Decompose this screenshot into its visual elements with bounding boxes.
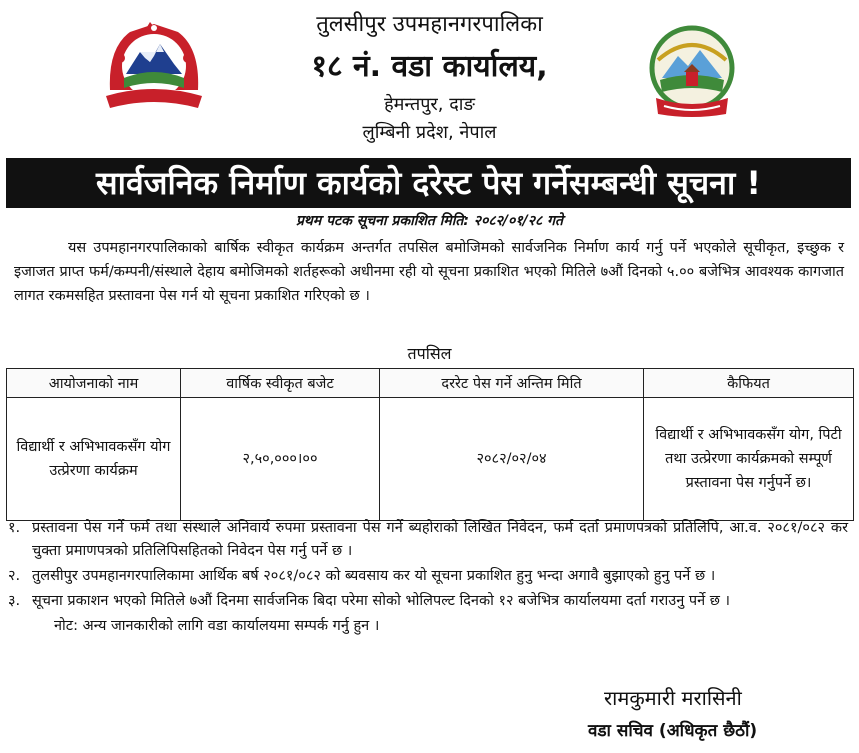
header-budget: वार्षिक स्वीकृत बजेट	[181, 369, 380, 398]
condition-number: ३.	[8, 593, 21, 609]
cell-budget: २,५०,०००।००	[181, 398, 380, 521]
condition-number: २.	[8, 568, 21, 584]
office-province: लुम्बिनी प्रदेश, नेपाल	[362, 122, 497, 143]
cell-deadline: २०८२/०२/०४	[380, 398, 644, 521]
list-item	[8, 590, 848, 613]
conditions-list	[8, 517, 848, 638]
municipality-logo-icon	[642, 20, 742, 120]
publication-date: प्रथम पटक सूचना प्रकाशित मिति: २०८२/०१/२८ गते	[295, 213, 564, 229]
contact-note: नोट: अन्य जानकारीको लागि वडा कार्यालयमा सम्पर्क गर्नु हुन ।	[54, 618, 380, 634]
condition-text: तुलसीपुर उपमहानगरपालिकामा आर्थिक बर्ष २०८१/०८२ को ब्यवसाय कर यो सूचना प्रकाशित हुनु भन्दा अगावै बुझाएको हुनु पर्ने छ ।	[32, 568, 716, 584]
table-header-row	[7, 369, 854, 398]
list-item	[8, 517, 848, 563]
list-item	[8, 565, 848, 588]
header-project: आयोजनाको नाम	[7, 369, 181, 398]
header-deadline: दररेट पेस गर्ने अन्तिम मिति	[380, 369, 644, 398]
condition-text: सूचना प्रकाशन भएको मितिले ७औं दिनमा सार्वजनिक बिदा परेमा सोको भोलिपल्ट दिनको १२ बजेभित्र कार्यालयमा दर्ता गराउनु पर्ने छ ।	[32, 593, 731, 609]
ward-office-name: १८ नं. वडा कार्यालय,	[311, 49, 548, 84]
condition-text: प्रस्तावना पेस गर्ने फर्म तथा संस्थाले अनिवार्य रुपमा प्रस्तावना पेस गर्ने ब्यहोराको लिखित निवेदन, फर्म दर्ता प्रमाणपत्रको प्रतिलिपि, आ.व. २०८१/०८२ कर चुक्ता प्रमाणपत्रको प्रतिलिपिसहितको निवेदन पेस गर्नु पर्ने छ ।	[32, 520, 848, 559]
tapasil-label: तपसिल	[407, 344, 452, 363]
notice-intro: यस उपमहानगरपालिकाको बार्षिक स्वीकृत कार्यक्रम अन्तर्गत तपसिल बमोजिमको सार्वजनिक निर्माण कार्य गर्नु पर्ने भएकोले सूचीकृत, इच्छुक र इजाजत प्राप्त फर्म/कम्पनी/संस्थाले देहाय बमोजिमको शर्तहरूको अधीनमा रही यो सूचना प्रकाशित भएको मितिले ७औं दिनको ५.०० बजेभित्र आवश्यक कागजात लागत रकमसहित प्रस्तावना पेस गर्न यो सूचना प्रकाशित गरिएको छ ।	[14, 240, 844, 304]
cell-project: विद्यार्थी र अभिभावकसँग योग उत्प्रेरणा कार्यक्रम	[7, 398, 181, 521]
signatory-name: रामकुमारी मरासिनी	[604, 686, 742, 710]
table-row	[7, 398, 854, 521]
letterhead	[0, 0, 859, 150]
municipality-name: तुलसीपुर उपमहानगरपालिका	[316, 12, 543, 37]
signatory-title: वडा सचिव (अधिकृत छैठौं)	[588, 721, 758, 741]
condition-number: १.	[8, 520, 21, 536]
cell-remarks: विद्यार्थी र अभिभावकसँग योग, पिटी तथा उत्प्रेरणा कार्यक्रमको सम्पूर्ण प्रस्तावना पेस गर्नुपर्ने छ।	[644, 398, 854, 521]
office-place: हेमन्तपुर, दाङ	[384, 94, 475, 115]
header-remarks: कैफियत	[644, 369, 854, 398]
works-table	[6, 368, 854, 521]
notice-title: सार्वजनिक निर्माण कार्यको दरेस्ट पेस गर्नेसम्बन्धी सूचना !	[6, 158, 851, 208]
